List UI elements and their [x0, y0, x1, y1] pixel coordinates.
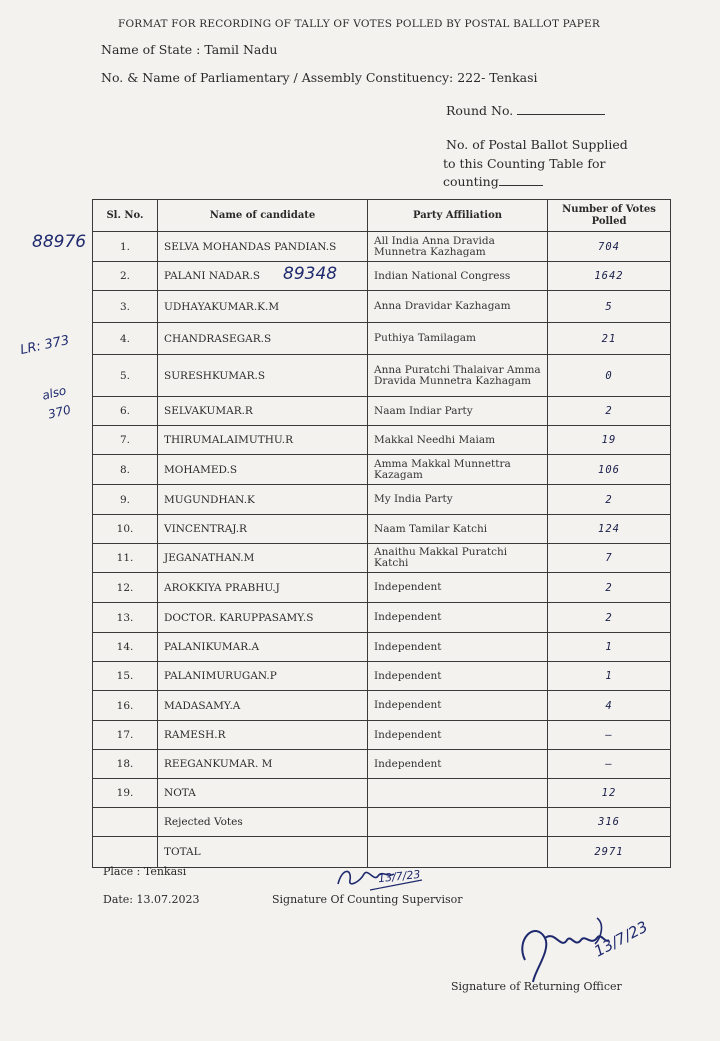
- constituency-line: No. & Name of Parliamentary / Assembly Constituency: 222- Tenkasi: [101, 70, 538, 85]
- row-party-affiliation: Independent: [368, 750, 548, 779]
- tally-table: [92, 199, 671, 868]
- row-party-affiliation: Indian National Congress: [368, 262, 548, 291]
- table-row: [93, 515, 671, 544]
- margin-note-also: also: [40, 383, 68, 403]
- row-votes-polled: —: [548, 721, 671, 750]
- row-party-affiliation: [368, 808, 548, 837]
- row-candidate-name: TOTAL: [158, 837, 368, 868]
- row-party-affiliation: [368, 779, 548, 808]
- supervisor-signature-date: 13/7/23: [377, 867, 421, 886]
- supply-blank: [499, 185, 543, 186]
- row-sl-no: 15.: [93, 662, 158, 691]
- row-sl-no: [93, 837, 158, 868]
- row-party-affiliation: All India Anna Dravida Munnetra Kazhagam: [368, 232, 548, 262]
- row-candidate-name: DOCTOR. KARUPPASAMY.S: [158, 603, 368, 633]
- row-votes-polled: 4: [548, 691, 671, 721]
- margin-note-top: 88976: [32, 232, 87, 252]
- row-candidate-name: SELVAKUMAR.R: [158, 397, 368, 426]
- header-sl: Sl. No.: [93, 200, 158, 232]
- state-line: Name of State : Tamil Nadu: [101, 42, 278, 57]
- table-row: [93, 397, 671, 426]
- row-party-affiliation: Independent: [368, 633, 548, 662]
- table-row: [93, 721, 671, 750]
- row-sl-no: 6.: [93, 397, 158, 426]
- row-party-affiliation: Independent: [368, 721, 548, 750]
- row-votes-polled: 2: [548, 485, 671, 515]
- row-votes-polled: 124: [548, 515, 671, 544]
- form-title: FORMAT FOR RECORDING OF TALLY OF VOTES POLLED BY POSTAL BALLOT PAPER: [118, 18, 600, 30]
- round-label: Round No.: [446, 103, 514, 118]
- row-votes-polled: 704: [548, 232, 671, 262]
- table-row: [93, 691, 671, 721]
- table-row: [93, 544, 671, 573]
- row-candidate-name: PALANI NADAR.S: [158, 262, 368, 291]
- table-row: [93, 633, 671, 662]
- row-sl-no: 18.: [93, 750, 158, 779]
- table-row: [93, 573, 671, 603]
- row-votes-polled: 21: [548, 323, 671, 355]
- row-candidate-name: AROKKIYA PRABHU.J: [158, 573, 368, 603]
- row-sl-no: 5.: [93, 355, 158, 397]
- margin-note-370: 370: [46, 402, 73, 422]
- row-candidate-name: SELVA MOHANDAS PANDIAN.S: [158, 232, 368, 262]
- round-blank: [517, 114, 605, 115]
- row-party-affiliation: Independent: [368, 573, 548, 603]
- row-votes-polled: 5: [548, 291, 671, 323]
- row-sl-no: 14.: [93, 633, 158, 662]
- row-votes-polled: 0: [548, 355, 671, 397]
- supply-label-3: counting: [443, 174, 499, 189]
- supply-line-2: to this Counting Table for: [443, 156, 606, 171]
- row-candidate-name: REEGANKUMAR. M: [158, 750, 368, 779]
- row-votes-polled: 1: [548, 633, 671, 662]
- returning-officer-date: 13/7/23: [591, 917, 651, 961]
- row-party-affiliation: Makkal Needhi Maiam: [368, 426, 548, 455]
- row-sl-no: 4.: [93, 323, 158, 355]
- table-row: [93, 485, 671, 515]
- row-candidate-name: JEGANATHAN.M: [158, 544, 368, 573]
- counting-supervisor-label: Signature Of Counting Supervisor: [272, 893, 463, 906]
- row-sl-no: 11.: [93, 544, 158, 573]
- table-row: [93, 779, 671, 808]
- table-row: [93, 603, 671, 633]
- row-candidate-name: VINCENTRAJ.R: [158, 515, 368, 544]
- table-row: [93, 662, 671, 691]
- row-sl-no: 12.: [93, 573, 158, 603]
- row-votes-polled: 2: [548, 397, 671, 426]
- row-party-affiliation: Naam Tamilar Katchi: [368, 515, 548, 544]
- round-line: [446, 103, 605, 118]
- row-votes-polled: 2971: [548, 837, 671, 868]
- row-candidate-name: MADASAMY.A: [158, 691, 368, 721]
- header-party: Party Affiliation: [368, 200, 548, 232]
- row-votes-polled: 316: [548, 808, 671, 837]
- table-row: [93, 323, 671, 355]
- row-votes-polled: 106: [548, 455, 671, 485]
- row-party-affiliation: Amma Makkal Munnettra Kazagam: [368, 455, 548, 485]
- row-party-affiliation: Independent: [368, 691, 548, 721]
- row-sl-no: 16.: [93, 691, 158, 721]
- row-candidate-name: UDHAYAKUMAR.K.M: [158, 291, 368, 323]
- supply-line-1: No. of Postal Ballot Supplied: [446, 137, 628, 152]
- row-sl-no: 10.: [93, 515, 158, 544]
- table-row: [93, 355, 671, 397]
- margin-note-row2: 89348: [283, 264, 338, 284]
- row-votes-polled: 2: [548, 573, 671, 603]
- table-row: [93, 262, 671, 291]
- header-name: Name of candidate: [158, 200, 368, 232]
- row-candidate-name: MUGUNDHAN.K: [158, 485, 368, 515]
- row-party-affiliation: My India Party: [368, 485, 548, 515]
- row-votes-polled: 12: [548, 779, 671, 808]
- row-sl-no: 1.: [93, 232, 158, 262]
- header-votes: Number of Votes Polled: [548, 200, 671, 232]
- row-votes-polled: 2: [548, 603, 671, 633]
- row-party-affiliation: Anaithu Makkal Puratchi Katchi: [368, 544, 548, 573]
- table-header-row: [93, 200, 671, 232]
- table-row: [93, 291, 671, 323]
- table-row: [93, 808, 671, 837]
- row-sl-no: 8.: [93, 455, 158, 485]
- row-candidate-name: CHANDRASEGAR.S: [158, 323, 368, 355]
- row-sl-no: 9.: [93, 485, 158, 515]
- row-candidate-name: THIRUMALAIMUTHU.R: [158, 426, 368, 455]
- row-votes-polled: 19: [548, 426, 671, 455]
- place-label: Place : Tenkasi: [103, 865, 187, 878]
- row-votes-polled: 1: [548, 662, 671, 691]
- row-sl-no: 2.: [93, 262, 158, 291]
- row-party-affiliation: Independent: [368, 603, 548, 633]
- row-candidate-name: Rejected Votes: [158, 808, 368, 837]
- row-candidate-name: PALANIKUMAR.A: [158, 633, 368, 662]
- row-sl-no: 19.: [93, 779, 158, 808]
- row-votes-polled: —: [548, 750, 671, 779]
- table-row: [93, 750, 671, 779]
- row-sl-no: [93, 808, 158, 837]
- row-candidate-name: NOTA: [158, 779, 368, 808]
- row-party-affiliation: Anna Dravidar Kazhagam: [368, 291, 548, 323]
- row-party-affiliation: Naam Indiar Party: [368, 397, 548, 426]
- returning-officer-label: Signature of Returning Officer: [451, 980, 622, 993]
- row-sl-no: 3.: [93, 291, 158, 323]
- row-sl-no: 17.: [93, 721, 158, 750]
- row-votes-polled: 1642: [548, 262, 671, 291]
- row-sl-no: 7.: [93, 426, 158, 455]
- row-votes-polled: 7: [548, 544, 671, 573]
- date-label: Date: 13.07.2023: [103, 893, 200, 906]
- supply-line-3: [443, 174, 543, 189]
- table-row: [93, 232, 671, 262]
- row-candidate-name: MOHAMED.S: [158, 455, 368, 485]
- row-candidate-name: RAMESH.R: [158, 721, 368, 750]
- table-row: [93, 426, 671, 455]
- row-sl-no: 13.: [93, 603, 158, 633]
- row-candidate-name: SURESHKUMAR.S: [158, 355, 368, 397]
- row-party-affiliation: Puthiya Tamilagam: [368, 323, 548, 355]
- table-body: [93, 232, 671, 868]
- margin-note-lr: LR: 373: [18, 333, 71, 358]
- table-row: [93, 455, 671, 485]
- row-party-affiliation: Independent: [368, 662, 548, 691]
- row-party-affiliation: Anna Puratchi Thalaivar Amma Dravida Munnetra Kazhagam: [368, 355, 548, 397]
- row-candidate-name: PALANIMURUGAN.P: [158, 662, 368, 691]
